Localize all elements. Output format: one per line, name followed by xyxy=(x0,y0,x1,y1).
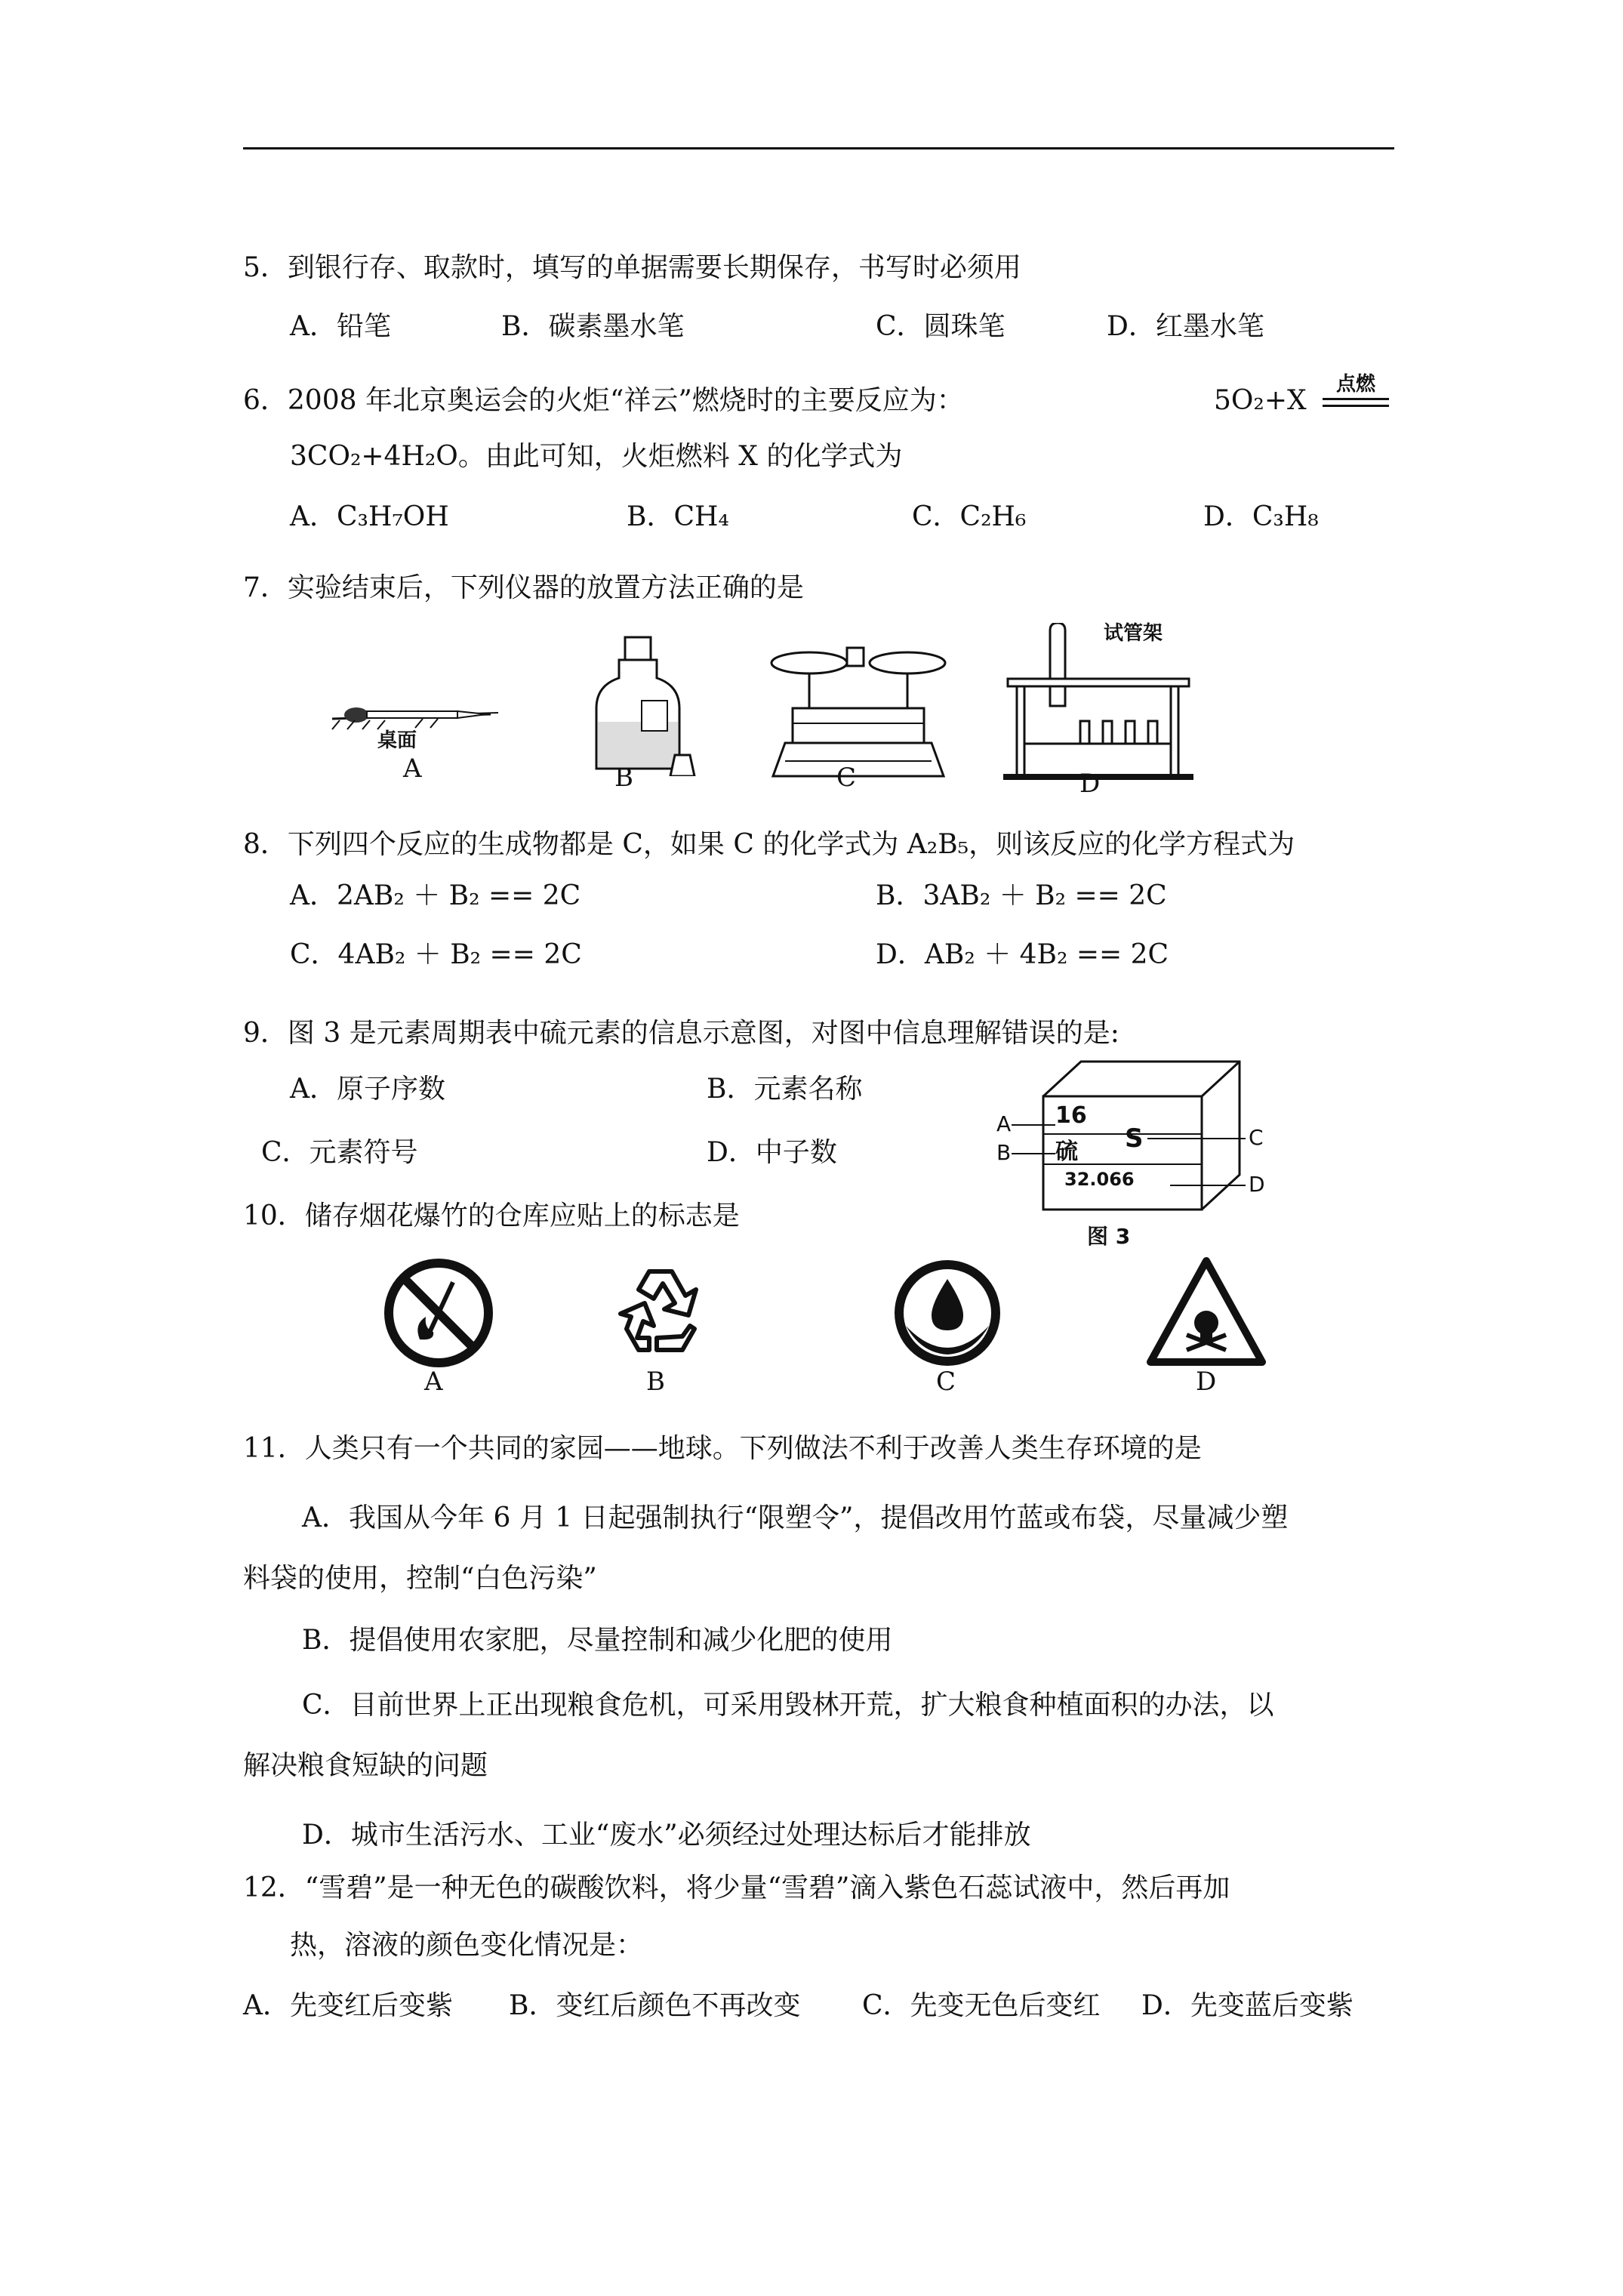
element-number: 16 xyxy=(1055,1102,1087,1129)
q10-label-b: B xyxy=(646,1367,665,1397)
q6-equation-left: 5O₂+X xyxy=(1214,385,1307,416)
q7-label-b: B xyxy=(614,763,633,793)
q11-option-c-line1: C．目前世界上正出现粮食危机，可采用毁林开荒，扩大粮食种植面积的办法，以 xyxy=(302,1690,1274,1721)
table-label: 桌面 xyxy=(377,729,417,752)
figure-caption: 图 3 xyxy=(1087,1224,1131,1249)
pointer-a: A xyxy=(996,1111,1012,1136)
element-name: 硫 xyxy=(1055,1139,1078,1165)
q12-option-a: A．先变红后变紫 xyxy=(243,1990,453,2021)
q9-option-d: D．中子数 xyxy=(707,1137,837,1168)
q6-condition-text: 点燃 xyxy=(1335,373,1375,396)
q8-option-c: C．4AB₂ ＋ B₂ == 2C xyxy=(290,939,582,970)
q9-option-c: C．元素符号 xyxy=(261,1137,418,1168)
element-mass: 32.066 xyxy=(1064,1169,1135,1190)
q10-label-d: D xyxy=(1196,1367,1217,1397)
q6-line2: 3CO₂+4H₂O。由此可知，火炬燃料 X 的化学式为 xyxy=(290,441,903,472)
q11-option-b: B．提倡使用农家肥，尽量控制和减少化肥的使用 xyxy=(302,1625,893,1656)
toxic-sign-icon xyxy=(1146,1256,1267,1370)
no-fire-sign-icon xyxy=(382,1256,495,1370)
q5-option-b: B．碳素墨水笔 xyxy=(501,311,685,342)
q12-option-c: C．先变无色后变红 xyxy=(862,1990,1101,2021)
q6-option-c: C．C₂H₆ xyxy=(912,501,1027,532)
q5-option-a: A．铅笔 xyxy=(290,311,391,342)
q7-label-a: A xyxy=(403,754,422,784)
q11-option-a-line2: 料袋的使用，控制“白色污染” xyxy=(243,1563,597,1594)
q11-option-c-line2: 解决粮食短缺的问题 xyxy=(243,1750,488,1781)
header-rule xyxy=(243,147,1394,149)
rack-label: 试管架 xyxy=(1104,622,1163,645)
balance-figure xyxy=(762,633,951,784)
recycle-sign-icon xyxy=(604,1256,717,1370)
q7-stem: 7．实验结束后，下列仪器的放置方法正确的是 xyxy=(243,572,804,603)
q8-option-d: D．AB₂ ＋ 4B₂ == 2C xyxy=(876,939,1169,970)
pointer-d: D xyxy=(1249,1172,1265,1197)
q6-option-d: D．C₃H₈ xyxy=(1203,501,1319,532)
q9-stem: 9．图 3 是元素周期表中硫元素的信息示意图，对图中信息理解错误的是: xyxy=(243,1018,1119,1049)
q8-stem: 8．下列四个反应的生成物都是 C，如果 C 的化学式为 A₂B₅，则该反应的化学方程式为 xyxy=(243,829,1295,860)
q12-option-b: B．变红后颜色不再改变 xyxy=(509,1990,801,2021)
q10-stem: 10．储存烟花爆竹的仓库应贴上的标志是 xyxy=(243,1200,740,1231)
q5-option-c: C．圆珠笔 xyxy=(876,311,1006,342)
q10-label-c: C xyxy=(936,1367,956,1397)
q5-stem: 5．到银行存、取款时，填写的单据需要长期保存，书写时必须用 xyxy=(243,252,1021,283)
q9-option-b: B．元素名称 xyxy=(707,1074,863,1105)
q8-option-b: B．3AB₂ ＋ B₂ == 2C xyxy=(876,880,1167,911)
q7-label-d: D xyxy=(1079,769,1101,799)
q8-option-a: A．2AB₂ ＋ B₂ == 2C xyxy=(290,880,581,911)
reagent-bottle-figure xyxy=(581,633,702,776)
pointer-c: C xyxy=(1249,1125,1264,1150)
q7-label-c: C xyxy=(836,763,857,793)
test-tube-rack-figure xyxy=(1000,623,1196,781)
q10-label-a: A xyxy=(424,1367,443,1397)
q11-stem: 11．人类只有一个共同的家园——地球。下列做法不利于改善人类生存环境的是 xyxy=(243,1433,1202,1464)
q12-stem-line2: 热，溶液的颜色变化情况是： xyxy=(290,1930,644,1961)
q11-option-d: D．城市生活污水、工业“废水”必须经过处理达标后才能排放 xyxy=(302,1820,1031,1851)
q6-reaction-condition xyxy=(1323,368,1389,407)
q5-option-d: D．红墨水笔 xyxy=(1107,311,1264,342)
q12-option-d: D．先变蓝后变紫 xyxy=(1141,1990,1354,2021)
element-symbol: S xyxy=(1125,1123,1144,1154)
q6-option-b: B．CH₄ xyxy=(627,501,729,532)
q9-option-a: A．原子序数 xyxy=(290,1074,445,1105)
q6-stem: 6．2008 年北京奥运会的火炬“祥云”燃烧时的主要反应为： xyxy=(243,385,964,416)
q11-option-a-line1: A．我国从今年 6 月 1 日起强制执行“限塑令”，提倡改用竹蓝或布袋，尽量减少塑 xyxy=(302,1502,1289,1533)
q12-stem-line1: 12．“雪碧”是一种无色的碳酸饮料，将少量“雪碧”滴入紫色石蕊试液中，然后再加 xyxy=(243,1872,1230,1903)
pointer-b: B xyxy=(996,1140,1012,1165)
drop-sign-icon xyxy=(891,1256,1004,1370)
q6-option-a: A．C₃H₇OH xyxy=(290,501,449,532)
